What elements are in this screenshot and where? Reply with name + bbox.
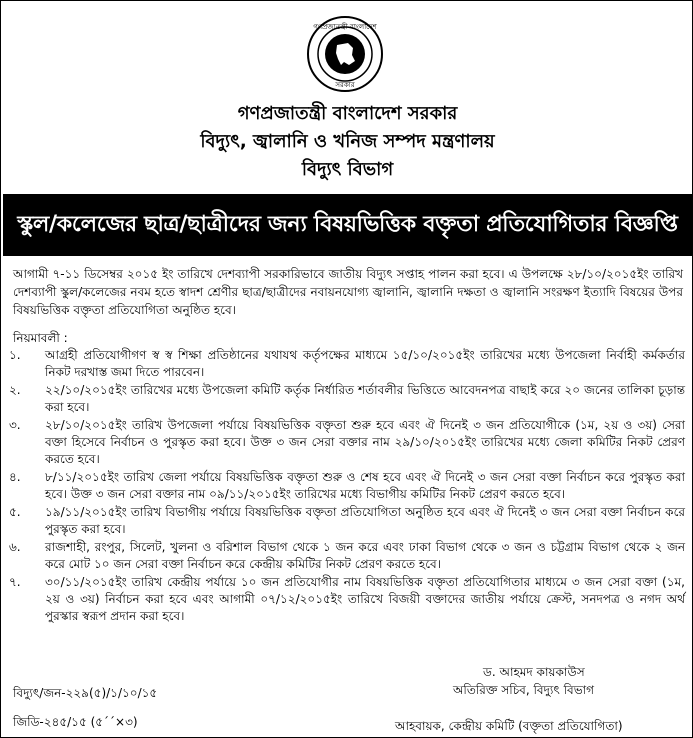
- rule-item: [9, 382, 685, 416]
- bangladesh-government-seal-icon: [306, 15, 384, 93]
- rule-text: ৮/১১/২০১৫ইং তারিখ জেলা পর্যায়ে বিষয়ভিত্তিক বক্তৃতা শুরু ও শেষ হবে এবং ঐ দিনেই ৩ জন সেরা বক্তা নির্বাচন করে পুরস্কৃত করা হবে। উক্ত ৩ জন সেরা বক্তার নাম ০৯/১১/২০১৫ইং তারিখের মধ্যে বিভাগীয় কমিটির নিকট প্রেরণ করতে হবে।: [45, 470, 685, 501]
- rule-text: রাজশাহী, রংপুর, সিলেট, খুলনা ও বরিশাল বিভাগ থেকে ১ জন করে এবং ঢাকা বিভাগ থেকে ৩ জন ও চট্টগ্রাম বিভাগ থেকে ২ জন করে মোট ১০ জন সেরা বক্তা নির্বাচন করে কেন্দ্রীয় কমিটির নিকট প্রেরণ করতে হবে।: [45, 540, 685, 571]
- rules-list: [9, 347, 685, 626]
- rule-item: [9, 539, 685, 573]
- rule-item: [9, 504, 685, 538]
- gd-reference: জিডি-২৪৫/১৫ (৫´´×৩): [13, 715, 138, 729]
- rule-number: ৩.: [9, 418, 21, 432]
- government-name: গণপ্রজাতন্ত্রী বাংলাদেশ সরকার: [237, 103, 458, 124]
- rule-number: ৫.: [9, 505, 21, 519]
- rule-text: ৩০/১১/২০১৫ইং তারিখ কেন্দ্রীয় পর্যায়ে ১০ জন প্রতিযোগীর নাম বিষয়ভিত্তিক বক্তৃতা প্রতিযোগিতার মাধ্যমে ৩ জন সেরা বক্তা (১ম, ২য় ও ৩য়) নির্বাচন করা হবে এবং আগামী ০৭/১২/২০১৫ইং তারিখে বিজয়ী বক্তাদের জাতীয় পর্যায়ে ক্রেস্ট, সনদপত্র ও নগদ অর্থ পুরস্কার স্বরূপ প্রদান করা হবে।: [45, 575, 685, 623]
- rule-item: [9, 417, 685, 468]
- rules-heading: নিয়মাবলী :: [13, 331, 68, 345]
- seal-top-text: গণপ্রজাতন্ত্রী বাংলাদেশ: [313, 23, 377, 31]
- signatory-role: আহবায়ক, কেন্দ্রীয় কমিটি (বক্তৃতা প্রতিযোগিতা): [395, 719, 623, 733]
- memo-reference: বিদ্যুৎ/জন-২২৯(৫)/১/১০/১৫: [13, 686, 158, 700]
- rule-number: ৬.: [9, 540, 21, 554]
- signatory-name: ড. আহমদ কায়কাউস: [483, 665, 585, 679]
- rule-text: আগ্রহী প্রতিযোগীগণ স্ব স্ব শিক্ষা প্রতিষ্ঠানের যথাযথ কর্তৃপক্ষের মাধ্যমে ১৫/১০/২০১৫ইং তারিখের মধ্যে উপজেলা নির্বাহী কর্মকর্তার নিকট দরখাস্ত জমা দিতে পারবেন।: [45, 348, 685, 379]
- rule-item: [9, 347, 685, 381]
- rule-number: ১.: [9, 348, 21, 362]
- ministry-name: বিদ্যুৎ, জ্বালানি ও খনিজ সম্পদ মন্ত্রণালয়: [200, 131, 495, 152]
- rule-item: [9, 469, 685, 503]
- intro-paragraph: আগামী ৭-১১ ডিসেম্বর ২০১৫ ইং তারিখে দেশব্যাপী সরকারিভাবে জাতীয় বিদ্যুৎ সপ্তাহ পালন করা হবে। এ উপলক্ষে ২৮/১০/২০১৫ইং তারিখ দেশব্যাপী স্কুল/কলেজের নবম হতে স্বাদশ শ্রেণীর ছাত্র/ছাত্রীদের নবায়নযোগ্য জ্বালানি, জ্বালানি দক্ষতা ও জ্বালানি সংরক্ষণ ইত্যাদি বিষয়ের উপর বিষয়ভিত্তিক বক্তৃতা প্রতিযোগিতা অনুষ্ঠিত হবে।: [13, 267, 683, 317]
- seal-bottom-text: সরকার: [335, 81, 355, 89]
- notice-title-banner: [3, 194, 692, 256]
- rule-text: ১৯/১১/২০১৫ইং তারিখ বিভাগীয় পর্যায়ে বিষয়ভিত্তিক বক্তৃতা প্রতিযোগিতা অনুষ্ঠিত হবে এবং ঐ দিনেই ৩ জন সেরা বক্তা নির্বাচন করে পুরস্কৃত করা হবে।: [45, 505, 685, 536]
- rule-text: ২২/১০/২০১৫ইং তারিখের মধ্যে উপজেলা কমিটি কর্তৃক নির্ধারিত শর্তাবলীর ভিত্তিতে আবেদনপত্র বাছাই করে ২০ জনের তালিকা চূড়ান্ত করা হবে।: [45, 383, 685, 414]
- signatory-designation: অতিরিক্ত সচিব, বিদ্যুৎ বিভাগ: [453, 683, 595, 697]
- rule-number: ২.: [9, 383, 21, 397]
- rule-number: ৭.: [9, 575, 21, 589]
- rule-item: [9, 574, 685, 625]
- notice-title: স্কুল/কলেজের ছাত্র/ছাত্রীদের জন্য বিষয়ভিত্তিক বক্তৃতা প্রতিযোগিতার বিজ্ঞপ্তি: [17, 211, 678, 237]
- division-name: বিদ্যুৎ বিভাগ: [301, 159, 394, 180]
- rule-number: ৪.: [9, 470, 21, 484]
- rule-text: ২৮/১০/২০১৫ইং তারিখ উপজেলা পর্যায়ে বিষয়ভিত্তিক বক্তৃতা শুরু হবে এবং ঐ দিনেই ৩ জন প্রতিযোগীকে (১ম, ২য় ও ৩য়) সেরা বক্তা হিসেবে নির্বাচন ও পুরস্কৃত করা হবে। উক্ত ৩ জন সেরা বক্তার নাম ২৯/১০/২০১৫ইং তারিখের মধ্যে জেলা কমিটির নিকট প্রেরণ করতে হবে।: [45, 418, 685, 466]
